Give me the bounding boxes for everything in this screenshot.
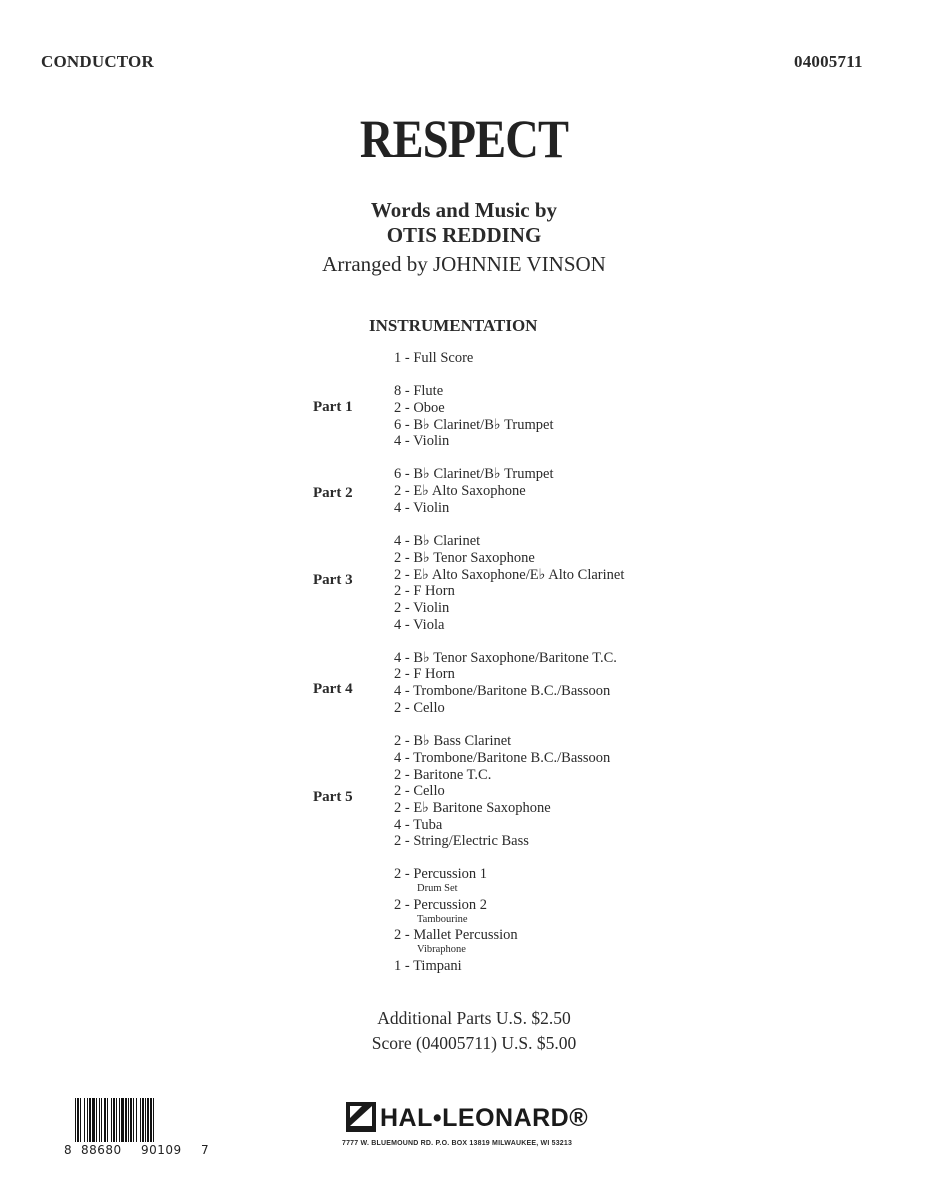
barcode-digit: 8 [64, 1143, 72, 1157]
barcode-bar [111, 1098, 112, 1142]
publisher-name: HAL•LEONARD® [380, 1104, 589, 1132]
publisher-address: 7777 W. BLUEMOUND RD. P.O. BOX 13819 MILWAUKEE, WI 53213 [342, 1140, 573, 1147]
part-4-line: 2 - F Horn [394, 666, 455, 682]
part-2-label: Part 2 [313, 485, 353, 501]
part-3-line: 2 - Violin [394, 600, 450, 616]
barcode-bar [153, 1098, 154, 1142]
part-1-line: 8 - Flute [394, 383, 444, 399]
percussion-2-line: 2 - Percussion 2 [394, 897, 488, 913]
part-4-line: 4 - B♭ Tenor Saxophone/Baritone T.C. [394, 650, 617, 666]
barcode-bar [116, 1098, 117, 1142]
barcode-digits: 90109 [141, 1143, 182, 1157]
barcode-bar [101, 1098, 102, 1142]
mallet-percussion-sub: Vibraphone [417, 944, 466, 955]
part-5-line: 2 - E♭ Baritone Saxophone [394, 800, 551, 816]
part-4-line: 4 - Trombone/Baritone B.C./Bassoon [394, 683, 611, 699]
barcode-bars [65, 1098, 205, 1144]
barcode-bar [136, 1098, 137, 1142]
part-5-line: 2 - Baritone T.C. [394, 767, 492, 783]
composer-name: OTIS REDDING [386, 223, 542, 247]
full-score-line: 1 - Full Score [394, 350, 474, 366]
header-label: CONDUCTOR [41, 52, 154, 71]
catalog-number: 04005711 [794, 52, 863, 71]
part-3-line: 2 - F Horn [394, 583, 455, 599]
part-3-line: 4 - Viola [394, 617, 445, 633]
part-1-line: 4 - Violin [394, 433, 450, 449]
barcode-bar [121, 1098, 124, 1142]
part-2-line: 2 - E♭ Alto Saxophone [394, 483, 526, 499]
barcode-bar [119, 1098, 120, 1142]
part-3-line: 2 - B♭ Tenor Saxophone [394, 550, 535, 566]
barcode-bar [99, 1098, 100, 1142]
part-5-line: 4 - Trombone/Baritone B.C./Bassoon [394, 750, 611, 766]
barcode-bar [125, 1098, 127, 1142]
part-3-label: Part 3 [313, 572, 353, 588]
barcode-bar [140, 1098, 141, 1142]
part-5-line: 2 - String/Electric Bass [394, 833, 529, 849]
words-music-credit: Words and Music by [370, 198, 558, 222]
barcode-bar [113, 1098, 115, 1142]
barcode-bar [130, 1098, 132, 1142]
part-4-line: 2 - Cello [394, 700, 445, 716]
additional-parts-price: Additional Parts U.S. $2.50 [377, 1008, 571, 1028]
percussion-1-sub: Drum Set [417, 883, 458, 894]
barcode-bar [80, 1098, 81, 1142]
barcode-bar [84, 1098, 85, 1142]
instrumentation-heading: INSTRUMENTATION [369, 316, 538, 335]
mallet-percussion-line: 2 - Mallet Percussion [394, 927, 518, 943]
barcode-bar [87, 1098, 88, 1142]
part-3-line: 4 - B♭ Clarinet [394, 533, 481, 549]
part-3-line: 2 - E♭ Alto Saxophone/E♭ Alto Clarinet [394, 567, 625, 583]
barcode-bar [128, 1098, 129, 1142]
part-5-line: 4 - Tuba [394, 817, 443, 833]
barcode-bar [104, 1098, 106, 1142]
part-1-line: 6 - B♭ Clarinet/B♭ Trumpet [394, 417, 554, 433]
barcode-bar [77, 1098, 79, 1142]
part-2-line: 6 - B♭ Clarinet/B♭ Trumpet [394, 466, 554, 482]
barcode-bar [89, 1098, 91, 1142]
barcode-bar [150, 1098, 152, 1142]
part-1-line: 2 - Oboe [394, 400, 445, 416]
barcode-bar [75, 1098, 76, 1142]
part-2-line: 4 - Violin [394, 500, 450, 516]
percussion-1-line: 2 - Percussion 1 [394, 866, 488, 882]
part-1-label: Part 1 [313, 399, 353, 415]
part-5-line: 2 - Cello [394, 783, 445, 799]
barcode-digit: 7 [201, 1143, 209, 1157]
score-price: Score (04005711) U.S. $5.00 [371, 1033, 577, 1053]
part-5-label: Part 5 [313, 789, 353, 805]
barcode-bar [142, 1098, 144, 1142]
barcode-bar [147, 1098, 149, 1142]
barcode-bar [145, 1098, 146, 1142]
barcode-bar [133, 1098, 134, 1142]
barcode-bar [92, 1098, 95, 1142]
arranger-credit: Arranged by JOHNNIE VINSON [322, 252, 606, 276]
barcode-bar [107, 1098, 108, 1142]
timpani-line: 1 - Timpani [394, 958, 462, 974]
page-title: RESPECT [359, 109, 569, 169]
barcode-bar [96, 1098, 97, 1142]
part-4-label: Part 4 [313, 681, 353, 697]
barcode-digits: 88680 [81, 1143, 122, 1157]
part-5-line: 2 - B♭ Bass Clarinet [394, 733, 512, 749]
percussion-2-sub: Tambourine [417, 914, 468, 925]
